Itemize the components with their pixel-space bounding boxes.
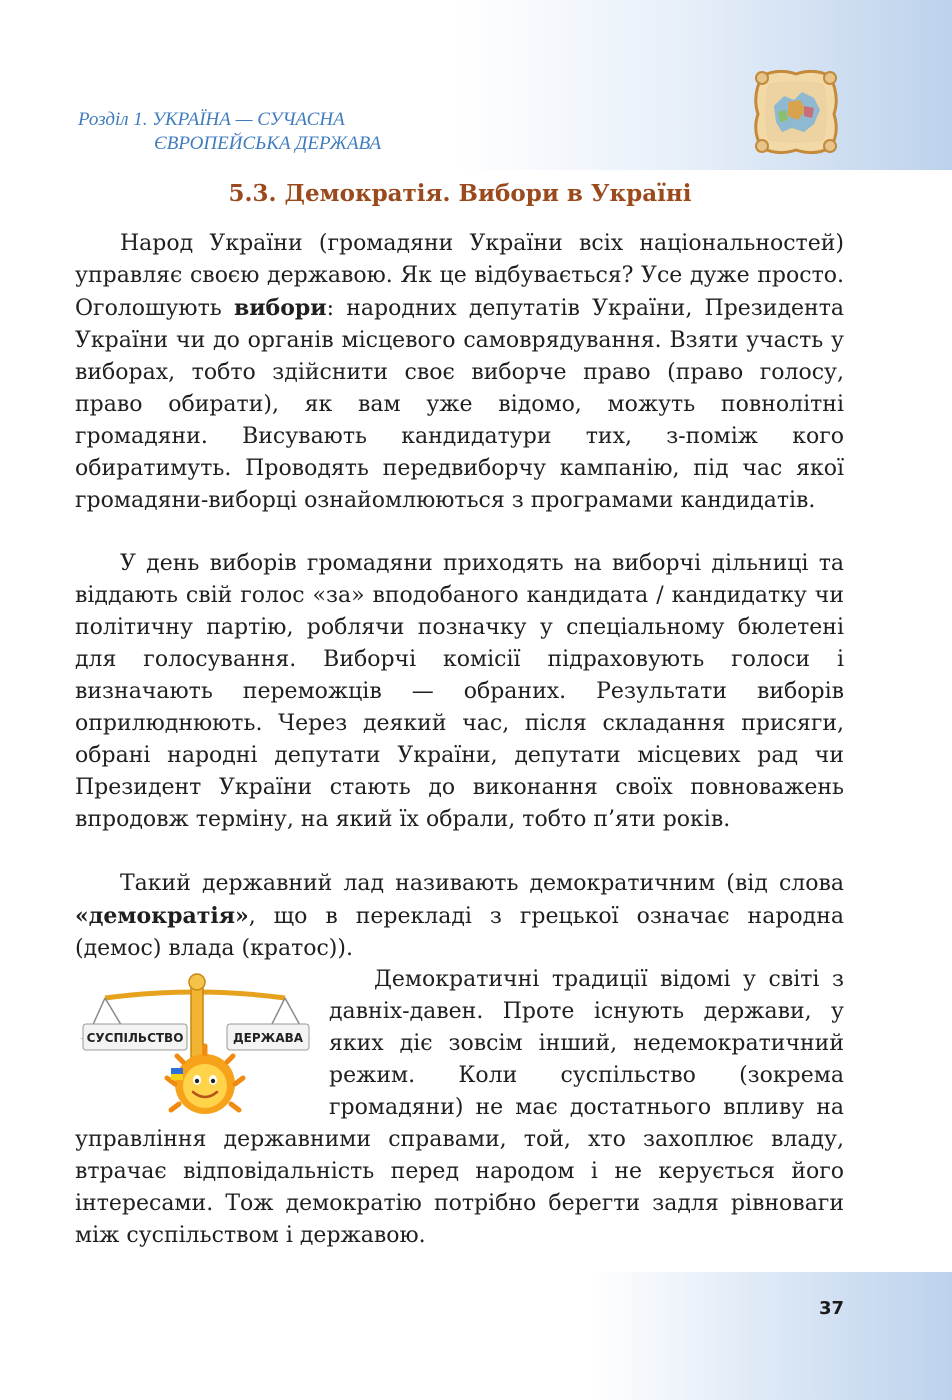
section-title: 5.3. Демократія. Вибори в Україні bbox=[228, 180, 692, 207]
paragraph-2 bbox=[75, 548, 844, 836]
paragraph-3-text-a: Такий державний лад називають демократичним (від слова bbox=[120, 871, 844, 896]
scale-label-society: СУСПІЛЬСТВО bbox=[86, 1031, 184, 1045]
paragraph-4-text: Демократичні традиції відомі у світі з давніх-давен. Проте існують держави, у яких діє зовсім інший, недемократичний режим. Коли суспільство (зокрема громадяни) не має достатнього впливу на управління державними справами, той, хто захоплює владу, втрачає відповідальність перед народом і не керується його інтересами. Тож демократію потрібно берегти задля рівноваги між суспільством і державою. bbox=[75, 967, 844, 1248]
paragraph-1-text-a: Народ України (громадяни України всіх національностей) управляє своєю державою. Як це відбувається? Усе дуже просто. Оголошують bbox=[75, 231, 844, 321]
scale-label-state: ДЕРЖАВА bbox=[232, 1031, 304, 1045]
term-elections: вибори bbox=[233, 295, 327, 321]
paragraph-2-text: У день виборів громадяни приходять на виборчі дільниці та віддають свій голос «за» вподобаного кандидата / кандидатку чи політичну партію, роблячи позначку у спеціальному бюлетені для голосування. Виборчі комісії підраховують голоси і визначають переможців — обраних. Результати виборів оприлюднюють. Через деякий час, після складання присяги, обрані народні депутати України, депутати місцевих рад чи Президент України стають до виконання своїх повноважень впродовж терміну, на який їх обрали, тобто п’яти років. bbox=[75, 551, 844, 832]
chapter-line-1: Розділ 1. УКРАЇНА — СУЧАСНА bbox=[78, 109, 345, 130]
term-democracy: «демократія» bbox=[75, 903, 249, 929]
balance-scale-illustration bbox=[75, 968, 315, 1120]
paragraph-1 bbox=[75, 228, 844, 517]
paragraph-3 bbox=[75, 868, 844, 965]
paragraph-4 bbox=[75, 964, 844, 1252]
page-number: 37 bbox=[818, 1298, 844, 1319]
chapter-heading bbox=[78, 108, 381, 156]
paragraph-1-text-b: : народних депутатів України, Президента України чи до органів місцевого самоврядування. Взяти участь у виборах, тобто здійснити своє виборче право (право голосу, право обирати), як вам уже відомо, можуть повнолітні громадяни. Висувають кандидатури тих, з-поміж кого обиратимуть. Проводять передвиборчу кампанію, під час якої громадяни-виборці ознайомлюються з програмами кандидатів. bbox=[75, 296, 844, 513]
chapter-line-2: ЄВРОПЕЙСЬКА ДЕРЖАВА bbox=[154, 133, 382, 154]
paragraph-3-text-b: , що в перекладі з грецької означає народна (демос) влада (кратос)). bbox=[75, 904, 844, 961]
sun-mascot-icon bbox=[167, 1046, 243, 1114]
footer-band bbox=[0, 1272, 952, 1400]
europe-map-scroll-icon bbox=[748, 66, 844, 158]
